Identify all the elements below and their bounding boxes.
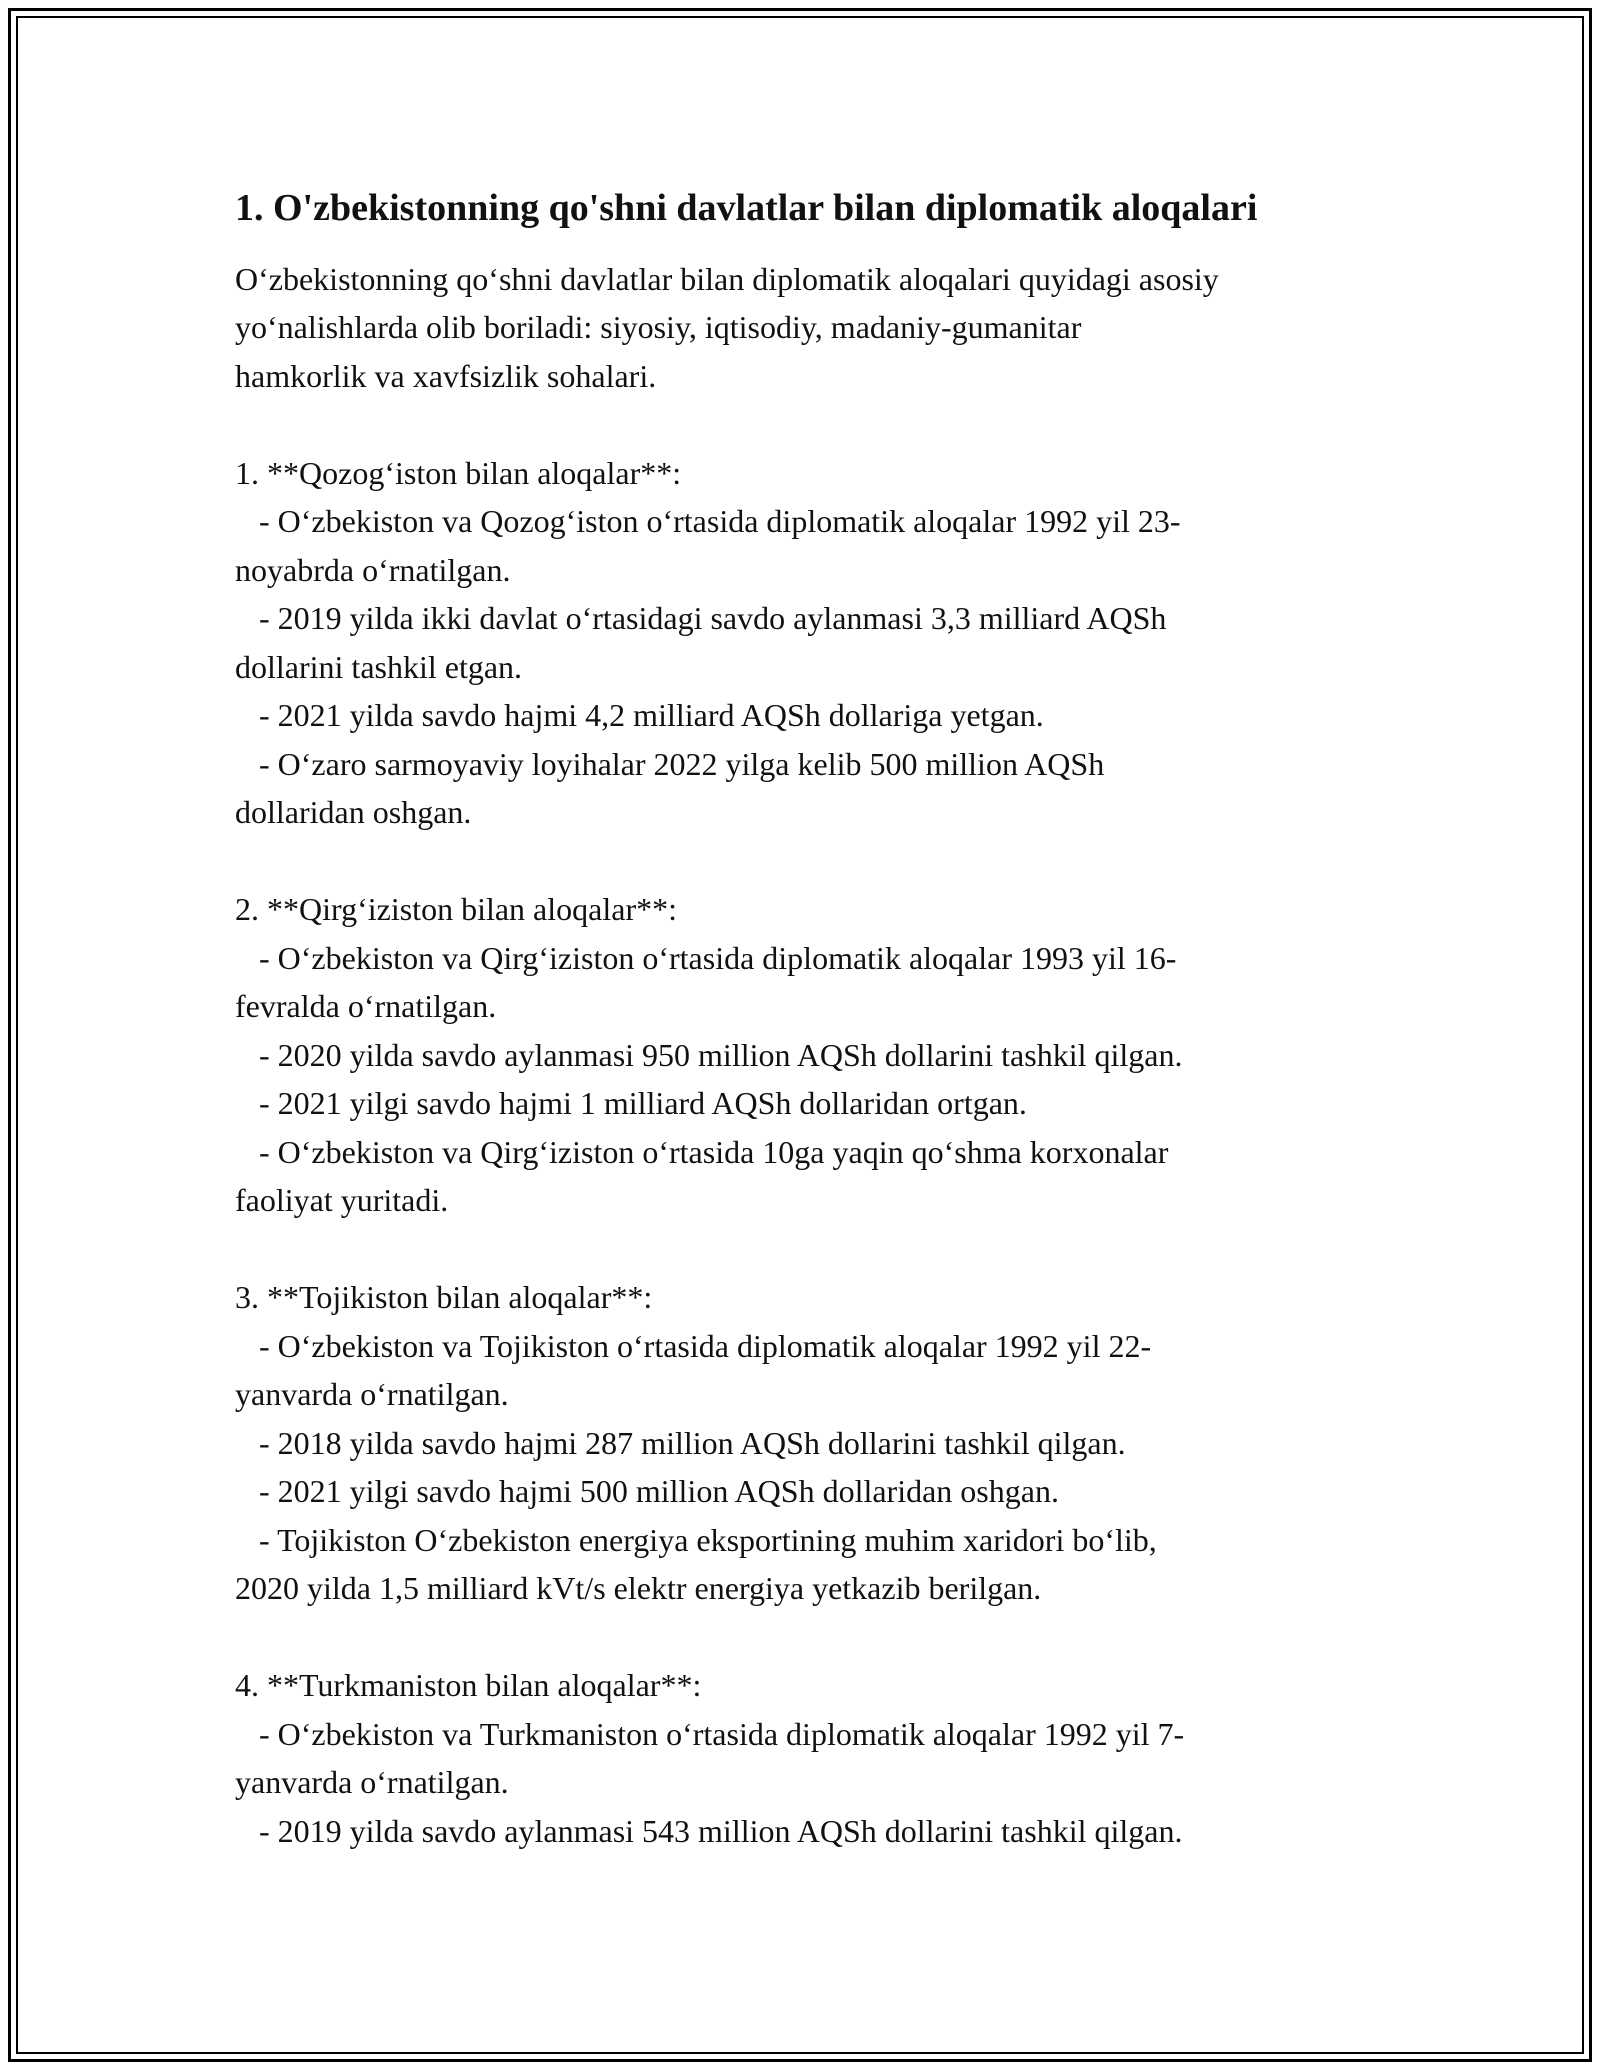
document-title: 1. O'zbekistonning qo'shni davlatlar bilan diplomatik aloqalari <box>235 187 1258 229</box>
text-line: - O‘zbekiston va Qirg‘iziston o‘rtasida 10ga yaqin qo‘shma korxonalar <box>235 1133 1169 1170</box>
text-line: - Tojikiston O‘zbekiston energiya eksportining muhim xaridori bo‘lib, <box>235 1521 1157 1558</box>
text-line: - 2021 yilgi savdo hajmi 500 million AQSh dollaridan oshgan. <box>235 1473 1059 1509</box>
text-line: 2020 yilda 1,5 milliard kVt/s elektr energiya yetkazib berilgan. <box>235 1570 1042 1606</box>
document-body <box>235 185 1385 1855</box>
blank-line <box>235 1613 1385 1662</box>
text-line: 4. **Turkmaniston bilan aloqalar**: <box>235 1667 702 1703</box>
text-line: - O‘zaro sarmoyaviy loyihalar 2022 yilga kelib 500 million AQSh <box>235 745 1105 782</box>
document-text <box>235 255 1385 1856</box>
text-line: yanvarda o‘rnatilgan. <box>235 1764 509 1800</box>
text-line: - 2020 yilda savdo aylanmasi 950 million AQSh dollarini tashkil qilgan. <box>235 1036 1183 1073</box>
text-line: - O‘zbekiston va Qozog‘iston o‘rtasida diplomatik aloqalar 1992 yil 23- <box>235 503 1181 539</box>
text-line: dollarini tashkil etgan. <box>235 648 523 685</box>
text-line: - O‘zbekiston va Qirg‘iziston o‘rtasida diplomatik aloqalar 1993 yil 16- <box>235 939 1177 976</box>
text-line: dollaridan oshgan. <box>235 794 472 830</box>
text-line: - O‘zbekiston va Tojikiston o‘rtasida diplomatik aloqalar 1992 yil 22- <box>235 1327 1152 1364</box>
text-line: O‘zbekistonning qo‘shni davlatlar bilan diplomatik aloqalari quyidagi asosiy <box>235 260 1219 297</box>
text-line: yo‘nalishlarda olib boriladi: siyosiy, iqtisodiy, madaniy-gumanitar <box>235 309 1082 345</box>
text-line: faoliyat yuritadi. <box>235 1182 449 1218</box>
text-line: - 2021 yilda savdo hajmi 4,2 milliard AQSh dollariga yetgan. <box>235 697 1044 733</box>
text-line: - 2018 yilda savdo hajmi 287 million AQSh dollarini tashkil qilgan. <box>235 1424 1126 1461</box>
text-line: - O‘zbekiston va Turkmaniston o‘rtasida diplomatik aloqalar 1992 yil 7- <box>235 1715 1185 1752</box>
text-line: - 2019 yilda ikki davlat o‘rtasidagi savdo aylanmasi 3,3 milliard AQSh <box>235 600 1167 636</box>
text-line: fevralda o‘rnatilgan. <box>235 988 497 1024</box>
text-line: 1. **Qozog‘iston bilan aloqalar**: <box>235 454 682 491</box>
text-line: 2. **Qirg‘iziston bilan aloqalar**: <box>235 891 677 927</box>
blank-line <box>235 1225 1385 1274</box>
blank-line <box>235 837 1385 886</box>
text-line: noyabrda o‘rnatilgan. <box>235 551 511 588</box>
text-line: hamkorlik va xavfsizlik sohalari. <box>235 357 657 394</box>
blank-line <box>235 400 1385 449</box>
text-line: - 2021 yilgi savdo hajmi 1 milliard AQSh dollaridan ortgan. <box>235 1085 1027 1121</box>
text-line: yanvarda o‘rnatilgan. <box>235 1376 509 1412</box>
text-line: 3. **Tojikiston bilan aloqalar**: <box>235 1279 653 1315</box>
text-line: - 2019 yilda savdo aylanmasi 543 million AQSh dollarini tashkil qilgan. <box>235 1812 1183 1849</box>
